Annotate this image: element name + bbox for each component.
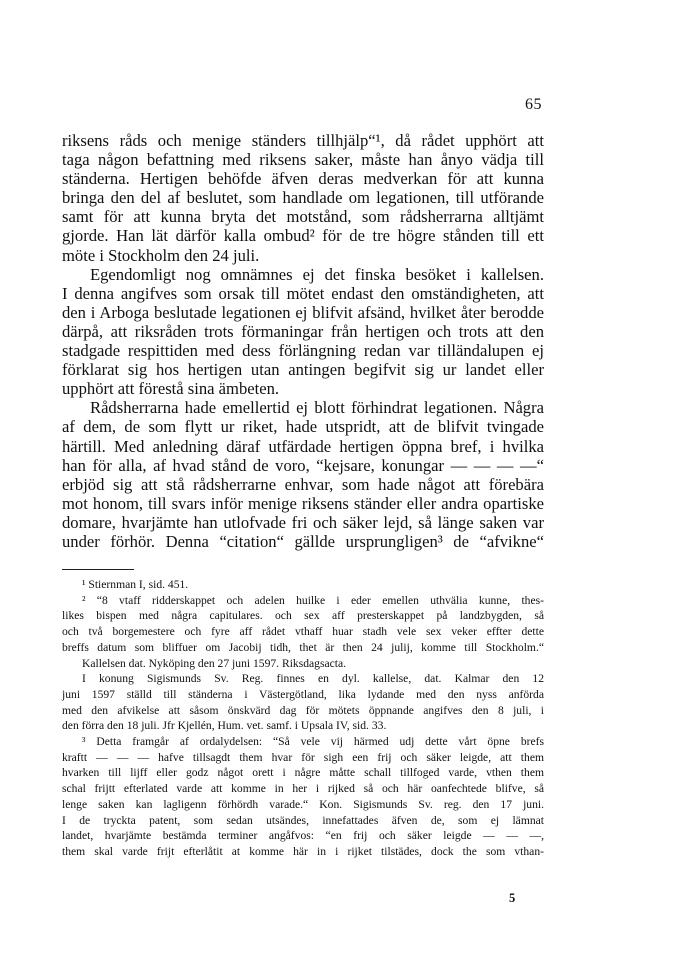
footnote-line: schal frijtt efterlated varde att komme in her i rijked så och här oanfechtede blifve, så — [62, 782, 544, 796]
footnote-line: kraftt — — — hafve tillsagdt them hvar för sigh een frij och säker leigde, att them — [62, 750, 544, 764]
footnote-line: I konung Sigismunds Sv. Reg. finnes en dyl. kallelse, dat. Kalmar den 12 — [82, 672, 544, 686]
body-text — [62, 131, 544, 551]
footnote-line: juni 1597 ställd till ständerna i Västergötland, lika lydande med den nyss anförda — [62, 687, 544, 701]
body-line: stadgade respittiden med dess förlängning redan var tilländalupen ej — [62, 341, 544, 361]
footnote-line: likes bispen med några capitulares. och sex aff presterskappet på landzbygden, så — [62, 609, 544, 623]
footnote-line: den förra den 18 juli. Jfr Kjellén, Hum. vet. samf. i Upsala IV, sid. 33. — [62, 719, 387, 733]
body-line: förklarat sig hos hertigen utan antingen begifvit sig ur landet eller — [62, 360, 544, 380]
footnote-line: I de tryckta patent, som sedan utsändes, innefattades äfven de, som ej lämnat — [62, 813, 544, 827]
footnote-line: Kallelsen dat. Nyköping den 27 juni 1597. Riksdagsacta. — [82, 656, 347, 670]
footnote-line: ³ Detta framgår af ordalydelsen: “Så vele vij härmed udj dette vårt öpne brefs — [82, 735, 544, 749]
body-line: erbjöd sig att stå rådsherrarne enhvar, som hade något att förebära — [62, 474, 544, 494]
footnote-line: lenge saken kan lagligenn förhördh varade.“ Kon. Sigismunds Sv. reg. den 17 juni. — [62, 797, 544, 811]
footnote-line: breffs datum som bliffuer om Jacobij tidh, thet är then 24 julij, komme till Stockholm.“ — [62, 640, 544, 654]
body-line: domare, hvarjämte han utlofvade fri och säker lejd, så länge saken var — [62, 512, 544, 532]
body-line: bringa den del af beslutet, som handlade om legationen, till utförande — [62, 188, 544, 208]
body-line: därpå, att riksråden trots förmaningar från hertigen och trots att den — [62, 321, 544, 341]
body-line: I denna angifves som orsak till mötet endast den omständigheten, att — [62, 283, 544, 303]
footnote-divider — [62, 569, 134, 570]
footnote-line: landet, hvarjämte bestämda terminer angåfvos: “en frij och säker leigde — — —, — [62, 829, 544, 843]
footnote-line: hvarken till lijff eller godz något orett i någre måtte schall tillfoged varde, vthen them — [62, 766, 544, 780]
body-line: Rådsherrarna hade emellertid ej blott förhindrat legationen. Några — [90, 398, 544, 418]
body-line: Egendomligt nog omnämnes ej det finska besöket i kallelsen. — [90, 264, 544, 284]
body-line: riksens råds och menige ständers tillhjälp“¹, då rådet upphört att — [62, 131, 544, 150]
body-line: mot honom, till svars inför menige riksens ständer eller andra opartiske — [62, 493, 544, 513]
page-number: 65 — [525, 96, 542, 113]
body-line: ständerna. Hertigen behöfde äfven deras medverkan för att kunna — [62, 169, 544, 189]
footnote-line: them skal varde frijt efterlåtit at komme här in i rijket tilstädes, dock the som vthan- — [62, 844, 544, 858]
footnote-line: med den afvikelse att såsom önskvärd dag för mötets öppnande angifves den 8 juli, i — [62, 703, 544, 717]
footnotes — [62, 577, 544, 860]
body-line: han för alla, af hvad stånd de voro, “kejsare, konungar — — — —“ — [62, 455, 544, 475]
body-line: upphört att förestå sina ämbeten. — [62, 379, 280, 399]
footnote-line: och två borgemestere och fyre aff rådet vthaff huar stadh vele sex veker effter dette — [62, 625, 544, 639]
body-line: under förhör. Denna “citation“ gällde ursprungligen³ de “afvikne“ — [62, 531, 544, 551]
body-line: gjorde. Han lät därför kalla ombud² för de tre högre stånden till ett — [62, 226, 544, 246]
body-line: den i Arboga beslutade legationen ej blifvit afsänd, hvilket åter berodde — [62, 302, 544, 322]
body-line: samt för att kunna bryta det motstånd, som rådsherrarna alltjämt — [62, 207, 544, 227]
body-line: härtill. Med anledning däraf utfärdade hertigen öppna bref, i hvilka — [62, 436, 544, 456]
footnote-line: ¹ Stiernman I, sid. 451. — [82, 578, 189, 591]
body-line: taga någon befattning med riksens saker, måste han ånyo vädja till — [62, 150, 544, 170]
footnote-line: ² “8 vtaff ridderskappet och adelen huilke i eder emellen uthvälia kunne, thes- — [82, 593, 544, 607]
printer-signature-mark: 5 — [509, 891, 516, 905]
body-line: möte i Stockholm den 24 juli. — [62, 245, 260, 265]
body-line: af dem, de som flytt ur riket, hade utspridt, att de blifvit tvingade — [62, 417, 544, 437]
